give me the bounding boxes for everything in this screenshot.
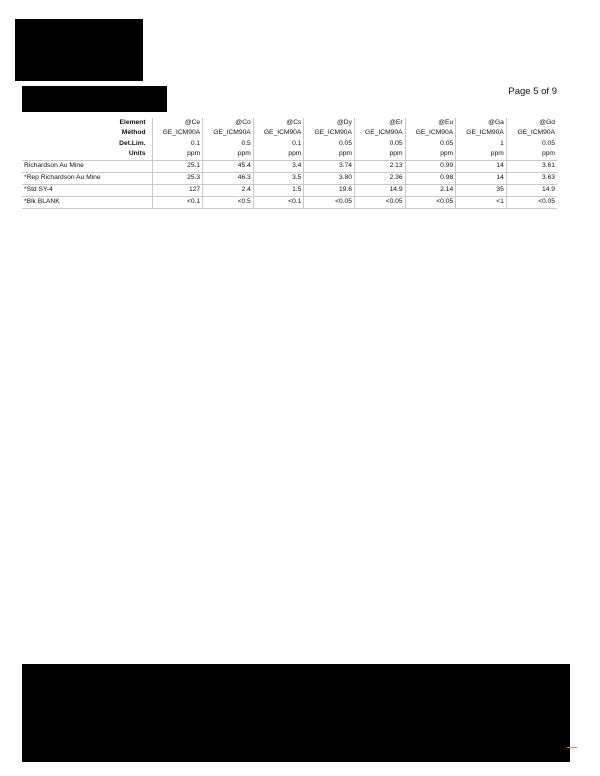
table-cell: 46.3 — [203, 173, 254, 185]
table-cell: 45.4 — [203, 161, 254, 173]
header-row-detlim — [22, 139, 557, 150]
table-cell: 3.74 — [304, 161, 355, 173]
header-row-method — [22, 129, 557, 140]
table-cell: 14.9 — [354, 185, 405, 197]
header-row-element — [22, 118, 557, 129]
table-row — [22, 161, 557, 173]
header-label-element: Element — [119, 118, 146, 126]
column-detlim-cell: 0.1 — [253, 139, 304, 150]
header-label-detlim: Det.Lim. — [119, 139, 146, 147]
column-units-cell: ppm — [203, 150, 254, 161]
column-method-cell: GE_ICM90A — [203, 129, 254, 140]
column-units-cell: ppm — [253, 150, 304, 161]
column-element-cell: @Dy — [304, 118, 355, 129]
results-table — [22, 118, 557, 209]
table-cell: 3.5 — [253, 173, 304, 185]
column-element-cell: @Ce — [152, 118, 203, 129]
sample-name: *Std SY-4 — [22, 185, 152, 197]
table-cell: <0.5 — [203, 197, 254, 209]
redacted-footer-block — [22, 664, 570, 762]
footer-accent-mark — [567, 747, 577, 748]
column-units-cell: ppm — [405, 150, 456, 161]
column-method-cell: GE_ICM90A — [354, 129, 405, 140]
page-number: Page 5 of 9 — [508, 86, 557, 97]
column-detlim-cell: 0.05 — [354, 139, 405, 150]
column-detlim-cell: 1 — [456, 139, 507, 150]
header-row-units — [22, 150, 557, 161]
table-row — [22, 173, 557, 185]
column-detlim-cell: 0.05 — [506, 139, 557, 150]
column-detlim-cell: 0.05 — [304, 139, 355, 150]
column-units-cell: ppm — [152, 150, 203, 161]
table-cell: 2.4 — [203, 185, 254, 197]
sample-name: *Rep Richardson Au Mine — [22, 173, 152, 185]
redacted-logo-block — [15, 19, 143, 81]
table-cell: 14 — [456, 161, 507, 173]
column-detlim-cell: 0.5 — [203, 139, 254, 150]
table-cell: <0.1 — [152, 197, 203, 209]
table-cell: 3.63 — [506, 173, 557, 185]
column-element-cell: @Co — [203, 118, 254, 129]
table-cell: 2.13 — [354, 161, 405, 173]
table-cell: 25.1 — [152, 161, 203, 173]
table-cell: 3.4 — [253, 161, 304, 173]
column-detlim-cell: 0.1 — [152, 139, 203, 150]
table-cell: <0.1 — [253, 197, 304, 209]
table-cell: <0.05 — [304, 197, 355, 209]
table-cell: 3.80 — [304, 173, 355, 185]
sample-name: Richardson Au Mine — [22, 161, 152, 173]
column-element-cell: @Gd — [506, 118, 557, 129]
table-cell: 35 — [456, 185, 507, 197]
table-cell: 14.9 — [506, 185, 557, 197]
header-label-method: Method — [121, 129, 146, 137]
table-cell: 2.14 — [405, 185, 456, 197]
table-cell: 14 — [456, 173, 507, 185]
column-method-cell: GE_ICM90A — [253, 129, 304, 140]
table-cell: 0.98 — [405, 173, 456, 185]
table-cell: 19.6 — [304, 185, 355, 197]
column-element-cell: @Er — [354, 118, 405, 129]
table-cell: 3.61 — [506, 161, 557, 173]
table-cell: 25.3 — [152, 173, 203, 185]
column-method-cell: GE_ICM90A — [152, 129, 203, 140]
column-units-cell: ppm — [456, 150, 507, 161]
table-cell: <0.05 — [405, 197, 456, 209]
column-units-cell: ppm — [354, 150, 405, 161]
table-row — [22, 185, 557, 197]
redacted-header-block — [22, 86, 167, 112]
column-detlim-cell: 0.05 — [405, 139, 456, 150]
column-element-cell: @Eu — [405, 118, 456, 129]
table-cell: <1 — [456, 197, 507, 209]
column-method-cell: GE_ICM90A — [304, 129, 355, 140]
column-method-cell: GE_ICM90A — [506, 129, 557, 140]
table-cell: 2.36 — [354, 173, 405, 185]
table-cell: 127 — [152, 185, 203, 197]
column-method-cell: GE_ICM90A — [456, 129, 507, 140]
column-method-cell: GE_ICM90A — [405, 129, 456, 140]
table-cell: <0.05 — [354, 197, 405, 209]
table-cell: <0.05 — [506, 197, 557, 209]
header-label-units: Units — [128, 150, 146, 158]
column-units-cell: ppm — [506, 150, 557, 161]
column-units-cell: ppm — [304, 150, 355, 161]
column-element-cell: @Cs — [253, 118, 304, 129]
column-element-cell: @Ga — [456, 118, 507, 129]
table-cell: 0.99 — [405, 161, 456, 173]
sample-name: *Blk BLANK — [22, 197, 152, 209]
table-cell: 1.5 — [253, 185, 304, 197]
table-row — [22, 197, 557, 209]
